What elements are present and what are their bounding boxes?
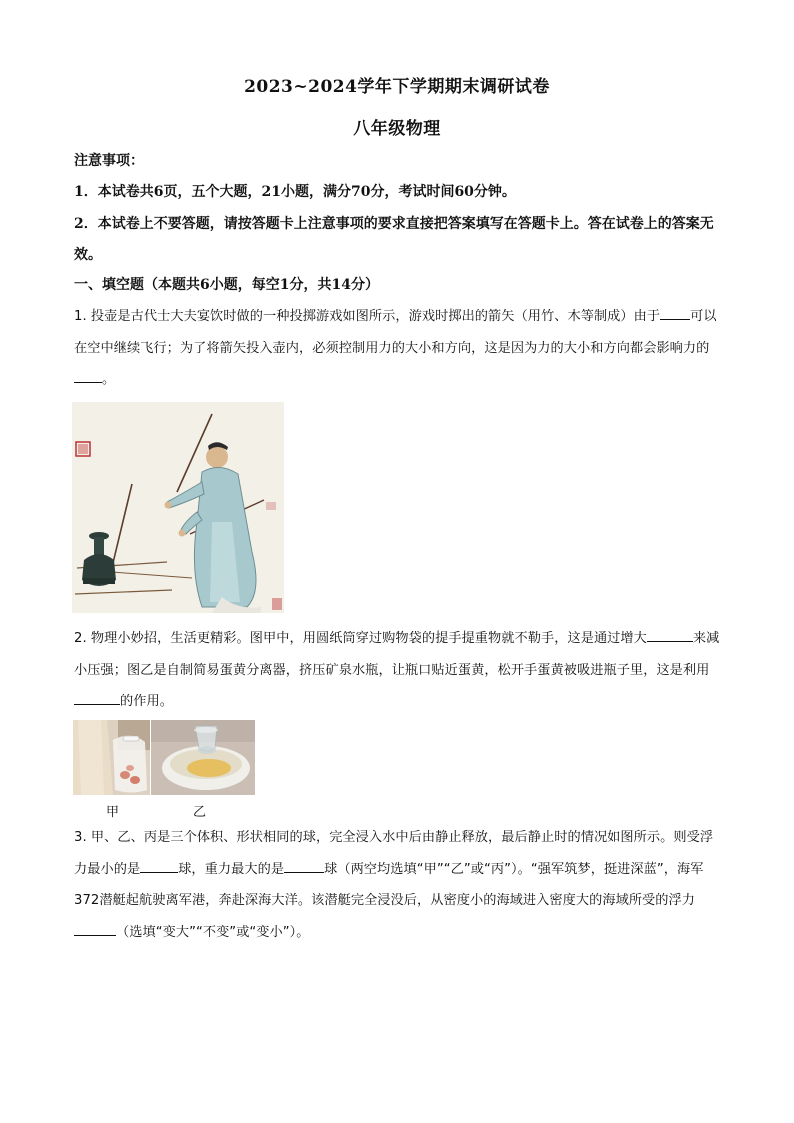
figure-touhu-painting xyxy=(72,402,284,613)
question-1-text-b: 可以在空中继续飞行；为了将箭矢投入壶内，必须控制用力的大小和方向，这是因为力的大小和方向都会影响力的 xyxy=(74,309,717,356)
question-2 xyxy=(74,623,724,718)
answer-blank xyxy=(284,858,324,873)
question-1-text-a: 1. 投壶是古代士大夫宴饮时做的一种投掷游戏如图所示，游戏时掷出的箭矢（用竹、木等制成）由于 xyxy=(74,309,661,324)
question-2-text-a: 2. 物理小妙招，生活更精彩。图甲中，用圆纸筒穿过购物袋的提手提重物就不勒手，这是通过增大 xyxy=(74,631,647,646)
answer-blank xyxy=(74,690,120,705)
egg-separator-photo xyxy=(151,720,255,795)
question-3-text-b: 球，重力最大的是 xyxy=(178,861,285,877)
question-1 xyxy=(74,301,724,396)
seal-icon xyxy=(272,598,282,610)
note-item-2: 2．本试卷上不要答题，请按答题卡上注意事项的要求直接把答案填写在答题卡上。答在试卷上的答案无效。 xyxy=(74,216,714,263)
exam-title: 2023~2024学年下学期期末调研试卷 xyxy=(244,77,550,97)
question-2-text-b: 来减小压强；图乙是自制简易蛋黄分离器，挤压矿泉水瓶，让瓶口贴近蛋黄，松开手蛋黄被吸进瓶子里，这是利用 xyxy=(74,631,720,678)
question-1-text-c: 。 xyxy=(102,372,116,387)
answer-blank xyxy=(140,858,178,873)
figure-egg-separator-photo xyxy=(151,720,255,795)
answer-blank xyxy=(647,627,693,642)
figure-caption-yi: 乙 xyxy=(193,805,207,820)
question-3-text-d: （选填“变大”“不变”或“变小”）。 xyxy=(116,924,310,940)
question-3 xyxy=(74,822,724,948)
question-3-text-a: 3. 甲、乙、丙是三个体积、形状相同的球，完全浸入水中后由静止释放，最后静止时的情况如图所示。则受浮力最小的是 xyxy=(74,830,714,877)
shopping-bag-photo xyxy=(73,720,150,795)
touhu-painting-illustration xyxy=(72,402,284,613)
exam-subject: 八年级物理 xyxy=(353,119,441,139)
question-3-text-c: 球（两空均选填“甲”“乙”或“丙”）。“强军筑梦，挺进深蓝”，海军372潜艇起航驶离军港，奔赴深海大洋。该潜艇完全浸没后，从密度小的海域进入密度大的海域所受的浮力 xyxy=(74,861,704,908)
note-item-1: 1．本试卷共6页，五个大题，21小题，满分70分，考试时间60分钟。 xyxy=(74,184,516,200)
notes-heading: 注意事项： xyxy=(74,153,144,169)
figure-caption-jia: 甲 xyxy=(106,805,120,820)
section-heading-fill-blank: 一、填空题（本题共6小题，每空1分，共14分） xyxy=(74,277,379,293)
question-2-text-c: 的作用。 xyxy=(120,694,173,709)
answer-blank xyxy=(660,305,690,320)
figure-shopping-bag-photo xyxy=(73,720,150,795)
answer-blank xyxy=(74,368,102,383)
answer-blank xyxy=(74,921,116,936)
